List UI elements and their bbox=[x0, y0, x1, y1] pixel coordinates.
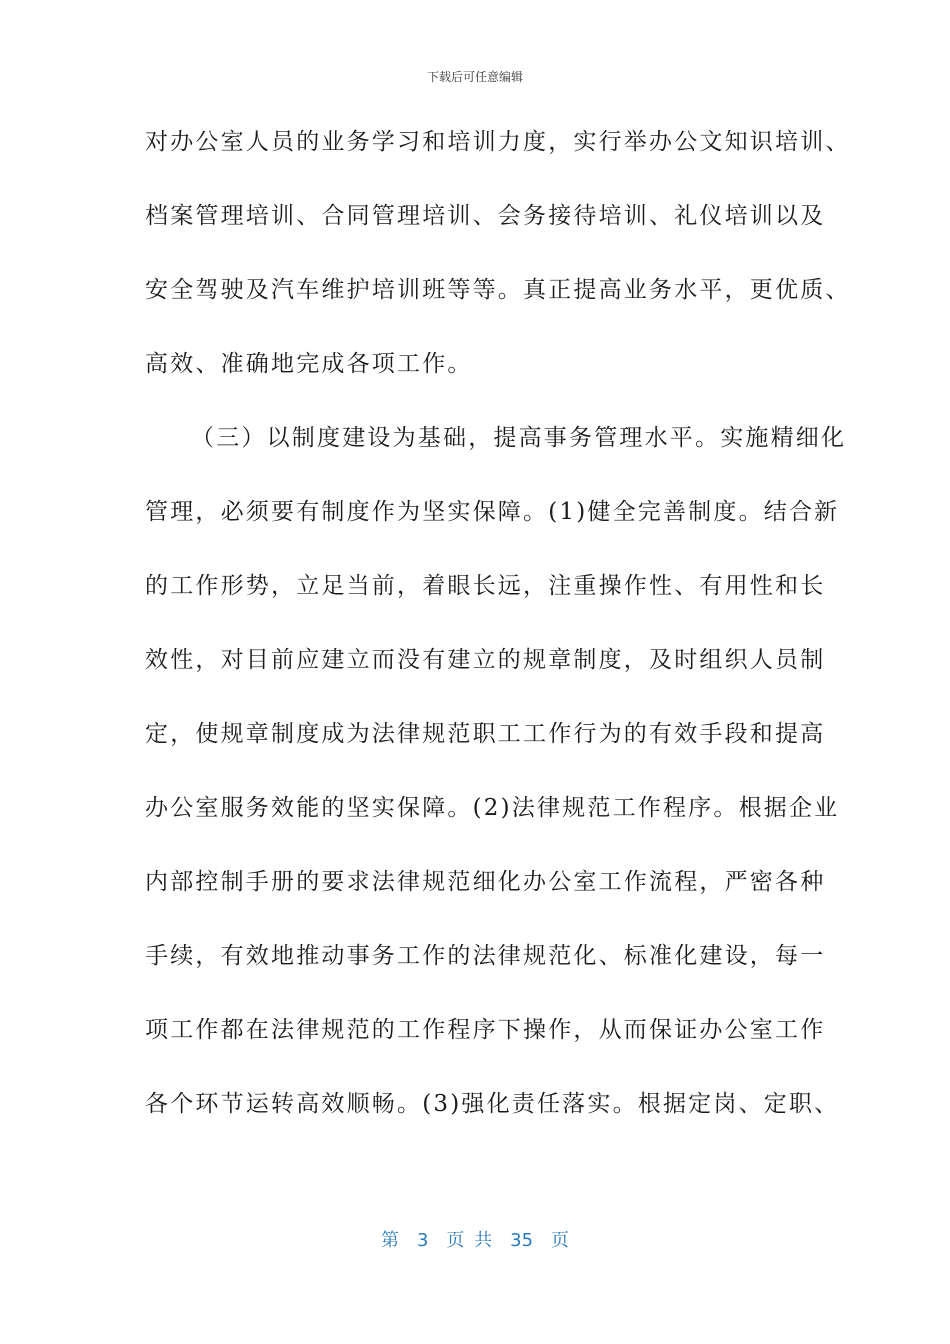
body-line: 手续，有效地推动事务工作的法律规范化、标准化建设，每一 bbox=[145, 943, 826, 969]
body-line: 安全驾驶及汽车维护培训班等等。真正提高业务水平，更优质、 bbox=[145, 277, 851, 303]
body-line: 高效、准确地完成各项工作。 bbox=[145, 351, 473, 377]
body-line: 内部控制手册的要求法律规范细化办公室工作流程，严密各种 bbox=[145, 869, 826, 895]
body-line: 办公室服务效能的坚实保障。(2)法律规范工作程序。根据企业 bbox=[145, 795, 840, 821]
total-page-count: 35 bbox=[510, 1230, 534, 1251]
body-line-section-heading: （三）以制度建设为基础，提高事务管理水平。实施精细化 bbox=[191, 425, 847, 451]
document-body bbox=[145, 120, 851, 1156]
page-suffix: 页 bbox=[551, 1230, 570, 1251]
current-page-number: 3 bbox=[416, 1230, 429, 1251]
body-line: 管理，必须要有制度作为坚实保障。(1)健全完善制度。结合新 bbox=[145, 499, 840, 525]
header-note: 下载后可任意编辑 bbox=[426, 70, 523, 84]
body-line: 各个环节运转高效顺畅。(3)强化责任落实。根据定岗、定职、 bbox=[145, 1091, 840, 1117]
page-number-footer bbox=[0, 1226, 950, 1252]
body-line: 档案管理培训、合同管理培训、会务接待培训、礼仪培训以及 bbox=[145, 203, 826, 229]
body-line: 效性，对目前应建立而没有建立的规章制度，及时组织人员制 bbox=[145, 647, 826, 673]
body-line: 的工作形势，立足当前，着眼长远，注重操作性、有用性和长 bbox=[145, 573, 826, 599]
body-line: 项工作都在法律规范的工作程序下操作，从而保证办公室工作 bbox=[145, 1017, 826, 1043]
body-line: 对办公室人员的业务学习和培训力度，实行举办公文知识培训、 bbox=[145, 129, 851, 155]
page-middle-text: 页 共 bbox=[446, 1230, 493, 1251]
body-line: 定，使规章制度成为法律规范职工工作行为的有效手段和提高 bbox=[145, 721, 826, 747]
page-prefix: 第 bbox=[380, 1230, 399, 1251]
